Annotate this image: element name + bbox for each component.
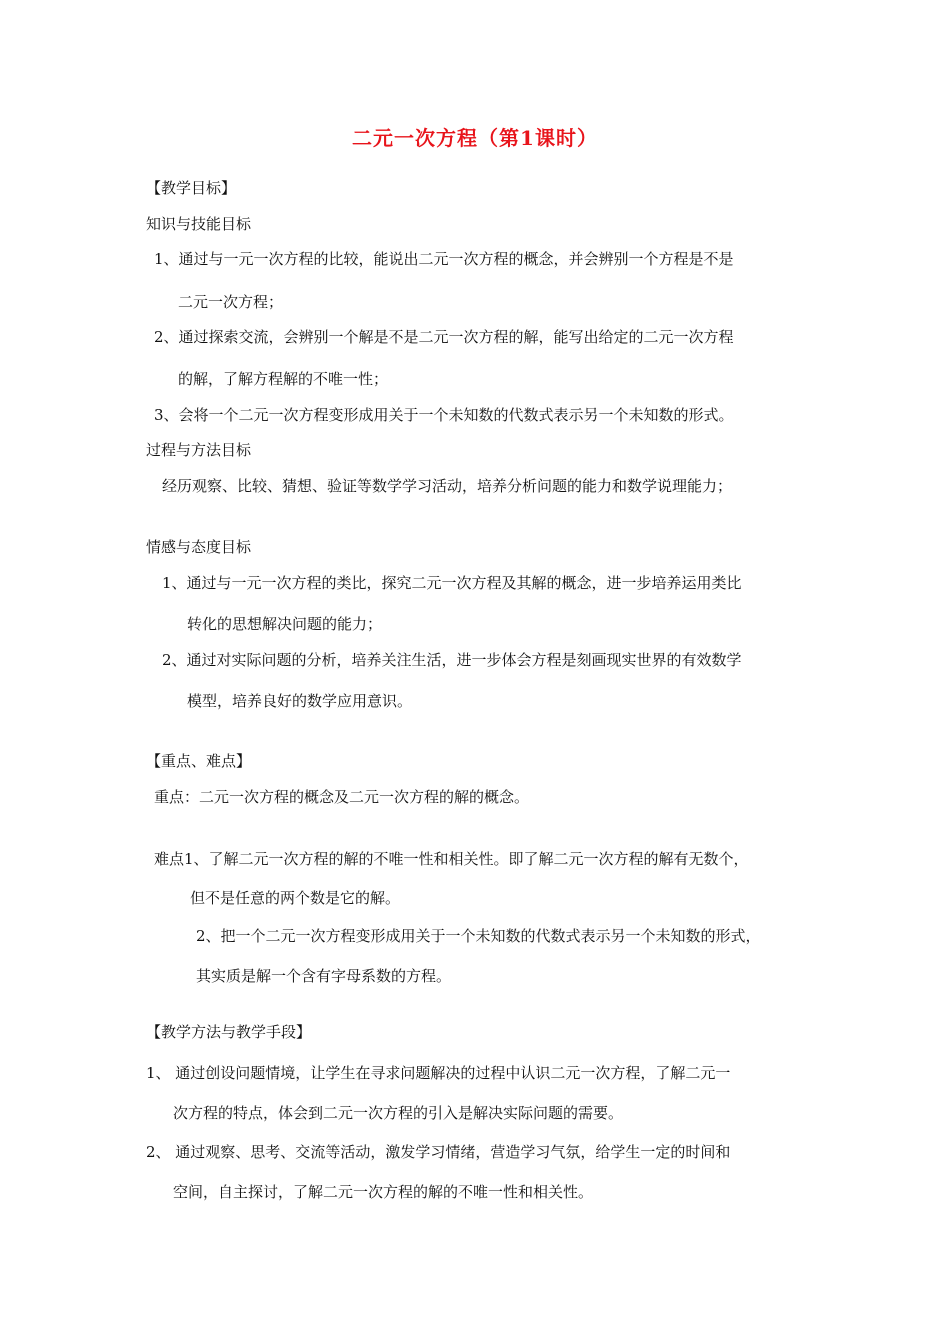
difficult-item-1-line-1: 难点1、了解二元一次方程的解的不唯一性和相关性。即了解二元一次方程的解有无数个， xyxy=(154,850,749,868)
section-heading-key-points: 【重点、难点】 xyxy=(146,752,252,770)
difficult-item-1-line-2: 但不是任意的两个数是它的解。 xyxy=(190,889,401,907)
knowledge-item-2-line-2: 的解，了解方程解的不唯一性； xyxy=(178,370,389,388)
section-heading-methods: 【教学方法与教学手段】 xyxy=(146,1023,312,1041)
difficult-item-2-line-2: 其实质是解一个含有字母系数的方程。 xyxy=(196,967,452,985)
subheading-emotion-attitude: 情感与态度目标 xyxy=(146,538,252,556)
method-item-1-line-1: 1、 通过创设问题情境，让学生在寻求问题解决的过程中认识二元一次方程，了解二元一 xyxy=(146,1064,731,1082)
emotion-item-2-line-1: 2、通过对实际问题的分析，培养关注生活，进一步体会方程是刻画现实世界的有效数学 xyxy=(162,651,742,669)
knowledge-item-1-line-1: 1、通过与一元一次方程的比较，能说出二元一次方程的概念，并会辨别一个方程是不是 xyxy=(154,250,734,268)
subheading-process-method: 过程与方法目标 xyxy=(146,441,252,459)
subheading-knowledge-skills: 知识与技能目标 xyxy=(146,215,252,233)
method-item-2-line-1: 2、 通过观察、思考、交流等活动，激发学习情绪，营造学习气氛，给学生一定的时间和 xyxy=(146,1143,731,1161)
process-method-text: 经历观察、比较、猜想、验证等数学学习活动，培养分析问题的能力和数学说理能力； xyxy=(162,477,733,495)
difficult-item-2-line-1: 2、把一个二元一次方程变形成用关于一个未知数的代数式表示另一个未知数的形式， xyxy=(196,927,761,945)
document-title: 二元一次方程（第1课时） xyxy=(352,126,598,150)
emotion-item-2-line-2: 模型，培养良好的数学应用意识。 xyxy=(187,692,413,710)
emotion-item-1-line-2: 转化的思想解决问题的能力； xyxy=(187,615,383,633)
knowledge-item-2-line-1: 2、通过探索交流，会辨别一个解是不是二元一次方程的解，能写出给定的二元一次方程 xyxy=(154,328,734,346)
knowledge-item-3-line-1: 3、会将一个二元一次方程变形成用关于一个未知数的代数式表示另一个未知数的形式。 xyxy=(154,406,734,424)
section-heading-objectives: 【教学目标】 xyxy=(146,179,237,197)
emotion-item-1-line-1: 1、通过与一元一次方程的类比，探究二元一次方程及其解的概念，进一步培养运用类比 xyxy=(162,574,742,592)
key-point-text: 重点：二元一次方程的概念及二元一次方程的解的概念。 xyxy=(154,788,530,806)
method-item-1-line-2: 次方程的特点，体会到二元一次方程的引入是解决实际问题的需要。 xyxy=(173,1104,624,1122)
method-item-2-line-2: 空间，自主探讨，了解二元一次方程的解的不唯一性和相关性。 xyxy=(173,1183,594,1201)
knowledge-item-1-line-2: 二元一次方程； xyxy=(178,293,284,311)
